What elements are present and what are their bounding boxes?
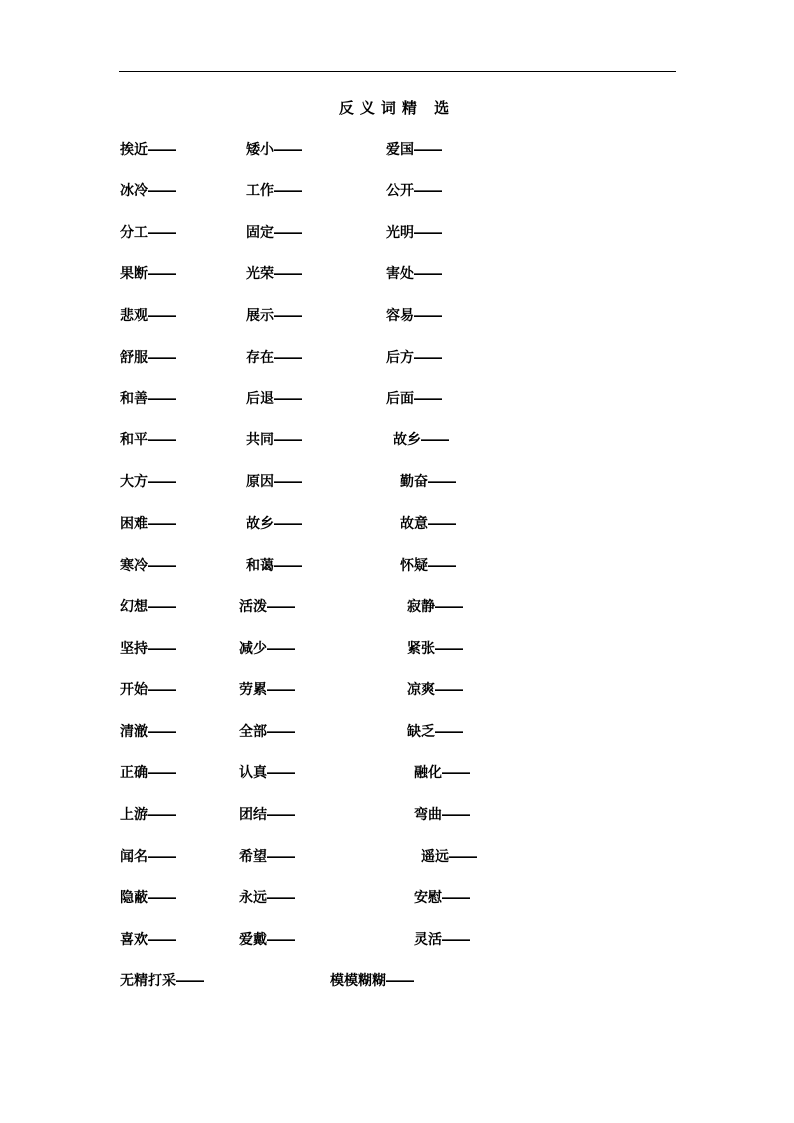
antonym-item: 大方―― <box>120 474 176 490</box>
antonym-item: 怀疑―― <box>400 558 456 574</box>
antonym-item: 凉爽―― <box>407 682 463 698</box>
antonym-item: 永远―― <box>239 890 295 906</box>
antonym-item: 劳累―― <box>239 682 295 698</box>
antonym-item: 灵活―― <box>414 932 470 948</box>
antonym-item: 和平―― <box>120 432 176 448</box>
antonym-item: 和善―― <box>120 391 176 407</box>
antonym-item: 团结―― <box>239 807 295 823</box>
antonym-item: 喜欢―― <box>120 932 176 948</box>
antonym-item: 原因―― <box>246 474 302 490</box>
page-title: 反义词精 选 <box>338 99 456 117</box>
antonym-item: 爱国―― <box>386 142 442 158</box>
antonym-item: 共同―― <box>246 432 302 448</box>
antonym-item: 认真―― <box>239 765 295 781</box>
antonym-item: 后退―― <box>246 391 302 407</box>
antonym-item: 果断―― <box>120 266 176 282</box>
antonym-item: 光荣―― <box>246 266 302 282</box>
antonym-item: 害处―― <box>386 266 442 282</box>
antonym-item: 坚持―― <box>120 641 176 657</box>
antonym-item: 无精打采―― <box>120 973 204 989</box>
antonym-item: 后面―― <box>386 391 442 407</box>
antonym-item: 分工―― <box>120 225 176 241</box>
antonym-item: 公开―― <box>386 183 442 199</box>
antonym-item: 模模糊糊―― <box>330 973 414 989</box>
antonym-item: 展示―― <box>246 308 302 324</box>
antonym-item: 故乡―― <box>393 432 449 448</box>
antonym-item: 勤奋―― <box>400 474 456 490</box>
antonym-item: 活泼―― <box>239 599 295 615</box>
antonym-item: 光明―― <box>386 225 442 241</box>
antonym-item: 和蔼―― <box>246 558 302 574</box>
antonym-item: 故乡―― <box>246 516 302 532</box>
antonym-item: 开始―― <box>120 682 176 698</box>
antonym-item: 幻想―― <box>120 599 176 615</box>
antonym-item: 融化―― <box>414 765 470 781</box>
antonym-item: 舒服―― <box>120 350 176 366</box>
antonym-item: 安慰―― <box>414 890 470 906</box>
antonym-item: 矮小―― <box>246 142 302 158</box>
antonym-item: 闻名―― <box>120 849 176 865</box>
antonym-item: 正确―― <box>120 765 176 781</box>
antonym-item: 减少―― <box>239 641 295 657</box>
antonym-item: 冰冷―― <box>120 183 176 199</box>
antonym-item: 悲观―― <box>120 308 176 324</box>
antonym-item: 固定―― <box>246 225 302 241</box>
antonym-item: 隐蔽―― <box>120 890 176 906</box>
antonym-item: 后方―― <box>386 350 442 366</box>
antonym-item: 困难―― <box>120 516 176 532</box>
header-rule <box>119 71 676 72</box>
antonym-item: 清澈―― <box>120 724 176 740</box>
antonym-item: 紧张―― <box>407 641 463 657</box>
antonym-item: 希望―― <box>239 849 295 865</box>
antonym-item: 挨近―― <box>120 142 176 158</box>
antonym-item: 容易―― <box>386 308 442 324</box>
antonym-item: 故意―― <box>400 516 456 532</box>
antonym-item: 存在―― <box>246 350 302 366</box>
antonym-item: 爱戴―― <box>239 932 295 948</box>
antonym-item: 寂静―― <box>407 599 463 615</box>
antonym-item: 全部―― <box>239 724 295 740</box>
antonym-item: 寒冷―― <box>120 558 176 574</box>
antonym-item: 工作―― <box>246 183 302 199</box>
antonym-item: 弯曲―― <box>414 807 470 823</box>
antonym-item: 缺乏―― <box>407 724 463 740</box>
antonym-item: 遥远―― <box>421 849 477 865</box>
antonym-item: 上游―― <box>120 807 176 823</box>
